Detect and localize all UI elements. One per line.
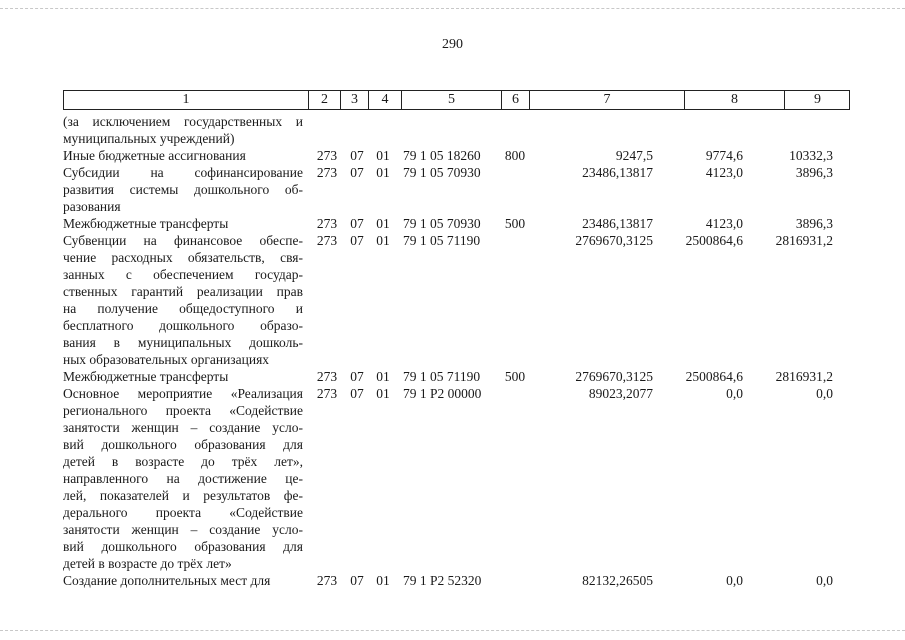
cell-vr: 500 xyxy=(504,216,526,231)
row-description xyxy=(63,215,303,232)
header-col-2: 2 xyxy=(308,91,340,109)
cell-csr: 79 1 05 18260 xyxy=(403,148,481,163)
cell-rz: 07 xyxy=(350,233,364,248)
table-header xyxy=(63,90,850,110)
page-number: 290 xyxy=(442,37,463,52)
table-row xyxy=(63,164,850,215)
cell-amount-3: 0,0 xyxy=(816,386,833,401)
cell-amount-1: 2769670,3125 xyxy=(575,233,653,248)
description-line: (за исключением государственных и xyxy=(63,114,303,129)
description-line: детей в возрасте до трёх лет», xyxy=(63,454,303,469)
table-row xyxy=(63,113,850,147)
cell-csr: 79 1 05 71190 xyxy=(403,369,481,384)
header-col-7: 7 xyxy=(529,91,684,109)
table-row xyxy=(63,147,850,164)
row-description xyxy=(63,147,303,164)
budget-table xyxy=(63,90,850,589)
description-line: развития системы дошкольного об- xyxy=(63,182,303,197)
description-line: направленного на достижение це- xyxy=(63,471,303,486)
description-line: регионального проекта «Содействие xyxy=(63,403,303,418)
description-line: Иные бюджетные ассигнования xyxy=(63,148,246,163)
table-row xyxy=(63,368,850,385)
description-line: Субсидии на софинансирование xyxy=(63,165,303,180)
description-line: на получение общедоступного и xyxy=(63,301,303,316)
cell-csr: 79 1 Р2 52320 xyxy=(403,573,482,588)
cell-csr: 79 1 05 71190 xyxy=(403,233,481,248)
table-row xyxy=(63,572,850,589)
cell-pr: 01 xyxy=(376,216,390,231)
cell-amount-1: 23486,13817 xyxy=(582,165,653,180)
description-line: Межбюджетные трансферты xyxy=(63,216,229,231)
table-row xyxy=(63,215,850,232)
table-row xyxy=(63,232,850,368)
description-line: разования xyxy=(63,199,121,214)
description-line: Субвенции на финансовое обеспе- xyxy=(63,233,303,248)
cell-amount-1: 2769670,3125 xyxy=(575,369,653,384)
cell-ved: 273 xyxy=(316,233,338,248)
cell-amount-3: 2816931,2 xyxy=(775,233,833,248)
row-description xyxy=(63,385,303,572)
cell-amount-2: 2500864,6 xyxy=(685,233,743,248)
cell-rz: 07 xyxy=(350,369,364,384)
cell-vr: 500 xyxy=(504,369,526,384)
description-line: детей в возрасте до трёх лет» xyxy=(63,556,232,571)
description-line: чение расходных обязательств, свя- xyxy=(63,250,303,265)
cell-amount-1: 9247,5 xyxy=(615,148,653,163)
cell-ved: 273 xyxy=(316,216,338,231)
row-description xyxy=(63,368,303,385)
cell-amount-2: 0,0 xyxy=(726,573,743,588)
scan-edge-bottom xyxy=(0,630,905,631)
description-line: ственных гарантий реализации прав xyxy=(63,284,303,299)
header-col-8: 8 xyxy=(684,91,784,109)
cell-ved: 273 xyxy=(316,148,338,163)
row-description xyxy=(63,232,303,368)
cell-pr: 01 xyxy=(376,148,390,163)
cell-ved: 273 xyxy=(316,165,338,180)
cell-rz: 07 xyxy=(350,573,364,588)
description-line: Создание дополнительных мест для xyxy=(63,573,271,588)
description-line: ных образовательных организациях xyxy=(63,352,270,367)
header-col-9: 9 xyxy=(784,91,850,109)
cell-csr: 79 1 05 70930 xyxy=(403,165,481,180)
cell-amount-1: 89023,2077 xyxy=(588,386,653,401)
description-line: муниципальных учреждений) xyxy=(63,131,235,146)
header-col-5: 5 xyxy=(401,91,501,109)
cell-csr: 79 1 Р2 00000 xyxy=(403,386,482,401)
cell-amount-3: 3896,3 xyxy=(795,216,833,231)
description-line: вий дошкольного образования для xyxy=(63,437,303,452)
description-line: занятости женщин – создание усло- xyxy=(63,420,303,435)
description-line: вий дошкольного образования для xyxy=(63,539,303,554)
cell-amount-1: 23486,13817 xyxy=(582,216,653,231)
description-line: занных с обеспечением государ- xyxy=(63,267,303,282)
description-line: вания в муниципальных дошколь- xyxy=(63,335,303,350)
cell-amount-2: 0,0 xyxy=(726,386,743,401)
cell-pr: 01 xyxy=(376,233,390,248)
table-body xyxy=(63,110,850,589)
cell-amount-3: 10332,3 xyxy=(789,148,833,163)
cell-pr: 01 xyxy=(376,165,390,180)
row-description xyxy=(63,572,303,589)
header-col-3: 3 xyxy=(340,91,368,109)
header-col-6: 6 xyxy=(501,91,529,109)
description-line: Основное мероприятие «Реализация xyxy=(63,386,303,401)
cell-amount-2: 2500864,6 xyxy=(685,369,743,384)
description-line: занятости женщин – создание усло- xyxy=(63,522,303,537)
cell-rz: 07 xyxy=(350,148,364,163)
cell-amount-2: 4123,0 xyxy=(705,165,743,180)
cell-amount-3: 3896,3 xyxy=(795,165,833,180)
cell-rz: 07 xyxy=(350,165,364,180)
header-col-1: 1 xyxy=(182,92,190,107)
description-line: дерального проекта «Содействие xyxy=(63,505,303,520)
cell-vr: 800 xyxy=(504,148,526,163)
description-line: лей, показателей и результатов фе- xyxy=(63,488,303,503)
cell-ved: 273 xyxy=(316,369,338,384)
header-col-4: 4 xyxy=(368,91,401,109)
description-line: бесплатного дошкольного образо- xyxy=(63,318,303,333)
cell-ved: 273 xyxy=(316,386,338,401)
cell-pr: 01 xyxy=(376,369,390,384)
table-row xyxy=(63,385,850,572)
cell-pr: 01 xyxy=(376,386,390,401)
scan-edge-top xyxy=(0,8,905,9)
row-description xyxy=(63,164,303,215)
row-description xyxy=(63,113,303,147)
cell-amount-3: 2816931,2 xyxy=(775,369,833,384)
cell-rz: 07 xyxy=(350,216,364,231)
description-line: Межбюджетные трансферты xyxy=(63,369,229,384)
cell-ved: 273 xyxy=(316,573,338,588)
cell-csr: 79 1 05 70930 xyxy=(403,216,481,231)
cell-pr: 01 xyxy=(376,573,390,588)
cell-amount-2: 9774,6 xyxy=(705,148,743,163)
cell-amount-3: 0,0 xyxy=(816,573,833,588)
cell-amount-2: 4123,0 xyxy=(705,216,743,231)
cell-amount-1: 82132,26505 xyxy=(582,573,653,588)
cell-rz: 07 xyxy=(350,386,364,401)
